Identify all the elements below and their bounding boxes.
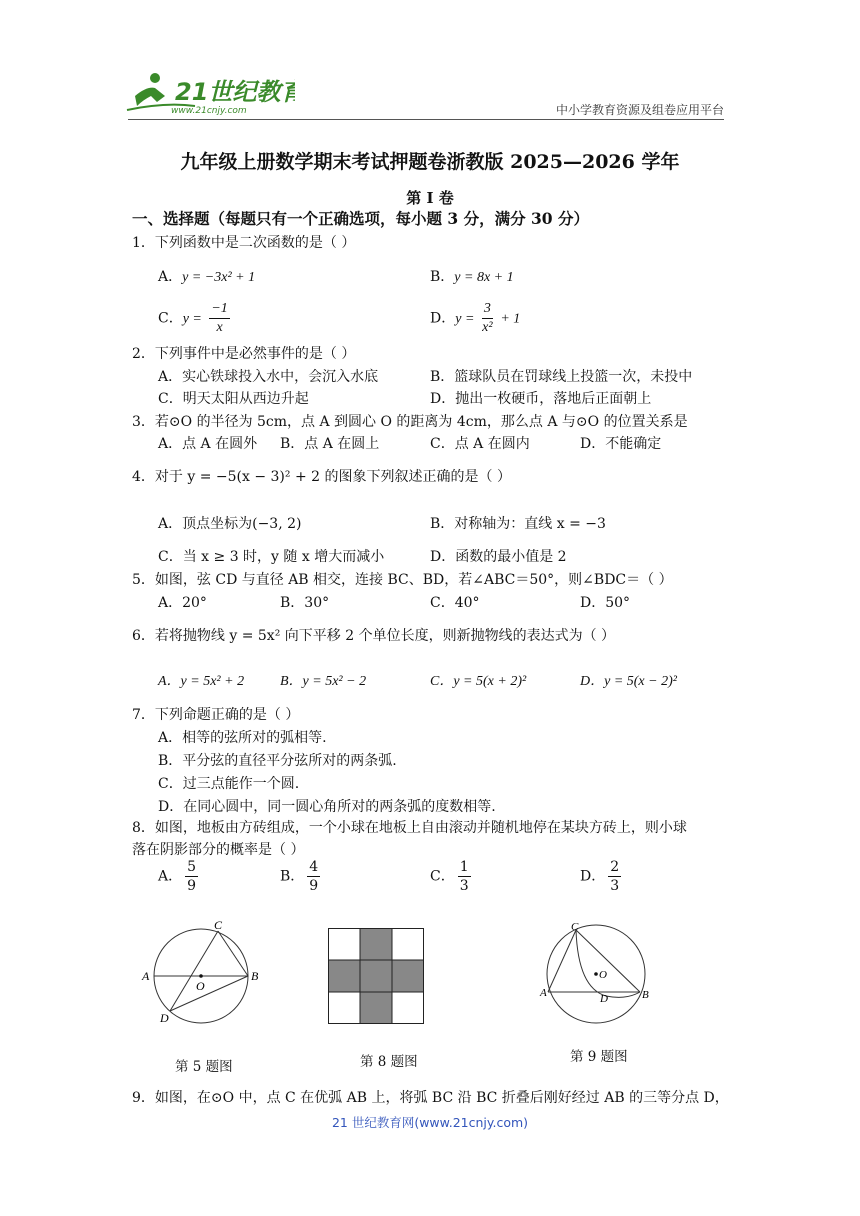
q8-option-a: A． $\frac{5}{9}$ [158, 859, 197, 894]
q6-option-d: D．y = 5(x − 2)² [580, 674, 677, 689]
fig9-label-b: B [642, 989, 649, 1001]
q7-option-a: A．相等的弦所对的弧相等. [158, 730, 327, 746]
fig5-label-b: B [251, 969, 259, 983]
q1-stem: 1．下列函数中是二次函数的是（ ） [132, 235, 356, 251]
fig9-label-a: A [540, 987, 547, 999]
runner-logo-icon [125, 66, 295, 116]
fig9-label-c: C [571, 921, 579, 933]
q7-option-c: C．过三点能作一个圆. [158, 776, 300, 792]
figure-9-caption: 第 9 题图 [570, 1049, 628, 1065]
page-footer[interactable]: 21 世纪教育网(www.21cnjy.com) [331, 1115, 529, 1130]
q4-option-c: C．当 x ≥ 3 时，y 随 x 增大而减小 [158, 549, 385, 565]
q3-stem: 3．若⊙O 的半径为 5cm，点 A 到圆心 O 的距离为 4cm，那么点 A 与⊙O 的位置关系是 [132, 414, 688, 430]
q6-option-a: A．y = 5x² + 2 [158, 674, 245, 689]
q8-stem-line1: 8．如图，地板由方砖组成，一个小球在地板上自由滚动并随机地停在某块方砖上，则小球 [132, 820, 687, 836]
figure-9-fold-diagram [536, 918, 656, 1028]
q6-stem: 6．若将抛物线 y = 5x² 向下平移 2 个单位长度，则新抛物线的表达式为（ ） [132, 628, 616, 644]
q5-option-c: C．40° [430, 595, 480, 611]
q6-option-c: C．y = 5(x + 2)² [430, 674, 527, 689]
q1-option-d: D．y = $\frac{3}{\text{x²}}$ + 1 [430, 301, 521, 335]
q4-option-b: B．对称轴为：直线 x = −3 [430, 516, 606, 532]
fig9-label-o: O [599, 969, 607, 981]
q1-option-a: A．y = −3x² + 1 [158, 269, 256, 285]
q1-option-c: C．y = $\frac{-1}{x}$ [158, 301, 228, 335]
q3-option-c: C．点 A 在圆内 [430, 436, 530, 452]
q6-option-b: B．y = 5x² − 2 [280, 674, 367, 689]
q2-option-c: C．明天太阳从西边升起 [158, 391, 309, 407]
q3-option-b: B．点 A 在圆上 [280, 436, 380, 452]
fig8-shaded-row [329, 960, 424, 992]
q5-option-b: B．30° [280, 595, 330, 611]
q2-option-a: A．实心铁球投入水中，会沉入水底 [158, 369, 379, 385]
figure-5-caption: 第 5 题图 [175, 1059, 233, 1075]
q2-stem: 2．下列事件中是必然事件的是（ ） [132, 346, 356, 362]
q8-stem-line2: 落在阴影部分的概率是（ ） [132, 842, 305, 858]
q8-option-d: D． $\frac{2}{3}$ [580, 859, 620, 894]
q2-option-d: D．抛出一枚硬币，落地后正面朝上 [430, 391, 652, 407]
q5-option-d: D．50° [580, 595, 631, 611]
q4-option-d: D．函数的最小值是 2 [430, 549, 567, 565]
fig5-label-c: C [214, 918, 223, 932]
fig9-label-d: D [600, 993, 608, 1005]
figure-5-circle-diagram [138, 918, 268, 1028]
header-divider [128, 119, 724, 120]
page-title: 九年级上册数学期末考试押题卷浙教版 2025—2026 学年 [180, 151, 680, 173]
q5-stem: 5．如图，弦 CD 与直径 AB 相交，连接 BC、BD，若∠ABC＝50°，则∠BDC＝（ ） [132, 572, 673, 588]
logo-url: www.21cnjy.com [171, 106, 247, 116]
q7-stem: 7．下列命题正确的是（ ） [132, 707, 300, 723]
q4-option-a: A．顶点坐标为(−3, 2) [158, 516, 302, 532]
q2-option-b: B．篮球队员在罚球线上投篮一次，未投中 [430, 369, 693, 385]
page-subtitle: 第 I 卷 [406, 189, 454, 207]
q1-option-b: B．y = 8x + 1 [430, 269, 514, 285]
figure-8-tile-grid [328, 928, 424, 1024]
logo-text: 21世纪教育 [175, 78, 295, 106]
q5-option-a: A．20° [158, 595, 207, 611]
q8-option-c: C． $\frac{1}{3}$ [430, 859, 469, 894]
figure-8-caption: 第 8 题图 [360, 1054, 418, 1070]
q9-stem: 9．如图，在⊙O 中，点 C 在优弧 AB 上，将弧 BC 沿 BC 折叠后刚好经过 AB 的三等分点 D， [132, 1090, 729, 1106]
section-heading: 一、选择题（每题只有一个正确选项，每小题 3 分，满分 30 分） [132, 209, 589, 228]
fig5-label-a: A [142, 969, 150, 983]
q7-option-b: B．平分弦的直径平分弦所对的两条弧. [158, 753, 397, 769]
platform-label: 中小学教育资源及组卷应用平台 [555, 103, 724, 117]
q8-option-b: B． $\frac{4}{9}$ [280, 859, 319, 894]
q7-option-d: D．在同心圆中，同一圆心角所对的两条弧的度数相等. [158, 799, 496, 815]
site-logo [125, 66, 295, 116]
q3-option-d: D．不能确定 [580, 436, 662, 452]
fig5-label-d: D [160, 1011, 169, 1025]
q4-stem: 4．对于 y = −5(x − 3)² + 2 的图象下列叙述正确的是（ ） [132, 469, 511, 485]
q3-option-a: A．点 A 在圆外 [158, 436, 258, 452]
fig5-label-o: O [196, 979, 205, 993]
